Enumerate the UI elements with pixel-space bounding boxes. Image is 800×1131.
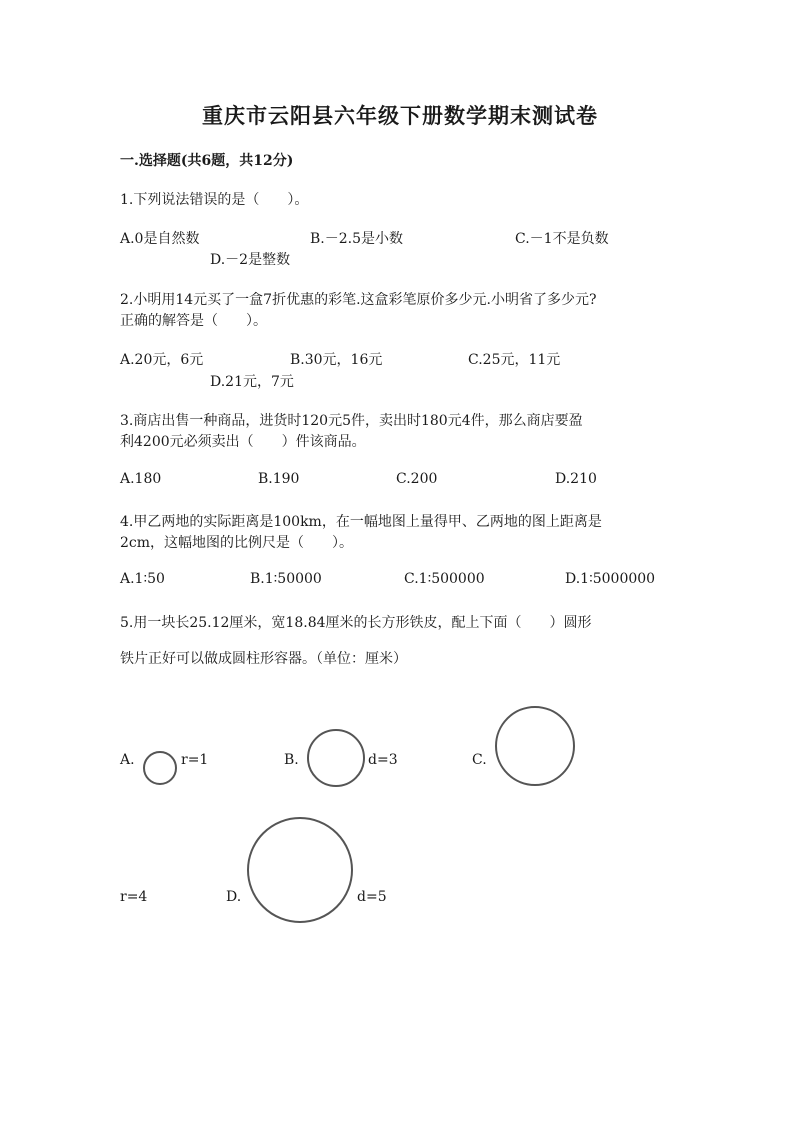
q5-option-c-circle bbox=[495, 706, 575, 786]
q1-option-c: C.－1不是负数 bbox=[515, 231, 609, 247]
q4-option-a: A.1∶50 bbox=[120, 571, 165, 587]
q4-option-b: B.1∶50000 bbox=[250, 571, 322, 587]
q3-option-d: D.210 bbox=[555, 471, 597, 487]
q1-option-a: A.0是自然数 bbox=[120, 231, 200, 247]
q5-option-b-letter: B. bbox=[284, 752, 299, 768]
q5-stem-line1: 5.用一块长25.12厘米，宽18.84厘米的长方形铁皮，配上下面（ ）圆形 bbox=[120, 615, 592, 631]
section-heading: 一.选择题(共6题，共12分) bbox=[120, 153, 294, 169]
q5-option-c-letter: C. bbox=[472, 752, 487, 768]
q1-option-b: B.－2.5是小数 bbox=[310, 231, 404, 247]
q2-option-a: A.20元，6元 bbox=[120, 352, 204, 368]
q1-stem: 1.下列说法错误的是（ ）。 bbox=[120, 192, 309, 208]
q4-option-c: C.1∶500000 bbox=[404, 571, 485, 587]
q5-stem-line2: 铁片正好可以做成圆柱形容器。（单位：厘米） bbox=[120, 651, 407, 667]
q2-option-c: C.25元，11元 bbox=[468, 352, 561, 368]
q5-option-b-label: d=3 bbox=[368, 752, 398, 768]
q5-option-b-circle bbox=[307, 729, 365, 787]
q3-stem-line2: 利4200元必须卖出（ ）件该商品。 bbox=[120, 434, 366, 450]
q2-stem-line1: 2.小明用14元买了一盒7折优惠的彩笔.这盒彩笔原价多少元.小明省了多少元? bbox=[120, 292, 597, 308]
q4-option-d: D.1∶5000000 bbox=[565, 571, 656, 587]
q5-option-d-label: d=5 bbox=[357, 889, 387, 905]
q3-option-c: C.200 bbox=[396, 471, 438, 487]
q5-option-a-letter: A. bbox=[120, 752, 135, 768]
q4-stem-line1: 4.甲乙两地的实际距离是100km，在一幅地图上量得甲、乙两地的图上距离是 bbox=[120, 514, 602, 530]
q5-option-a-label: r=1 bbox=[181, 752, 209, 768]
page-title: 重庆市云阳县六年级下册数学期末测试卷 bbox=[202, 103, 598, 128]
q5-option-c-label: r=4 bbox=[120, 889, 148, 905]
q2-option-d: D.21元，7元 bbox=[210, 374, 294, 390]
q3-option-b: B.190 bbox=[258, 471, 300, 487]
q3-stem-line1: 3.商店出售一种商品，进货时120元5件，卖出时180元4件，那么商店要盈 bbox=[120, 413, 583, 429]
q5-option-d-circle bbox=[247, 817, 353, 923]
q5-option-a-circle bbox=[143, 751, 177, 785]
q2-option-b: B.30元，16元 bbox=[290, 352, 383, 368]
q5-option-d-letter: D. bbox=[226, 889, 242, 905]
q2-stem-line2: 正确的解答是（ ）。 bbox=[120, 313, 267, 329]
q1-option-d: D.－2是整数 bbox=[210, 252, 291, 268]
q3-option-a: A.180 bbox=[120, 471, 162, 487]
q4-stem-line2: 2cm，这幅地图的比例尺是（ ）。 bbox=[120, 535, 354, 551]
